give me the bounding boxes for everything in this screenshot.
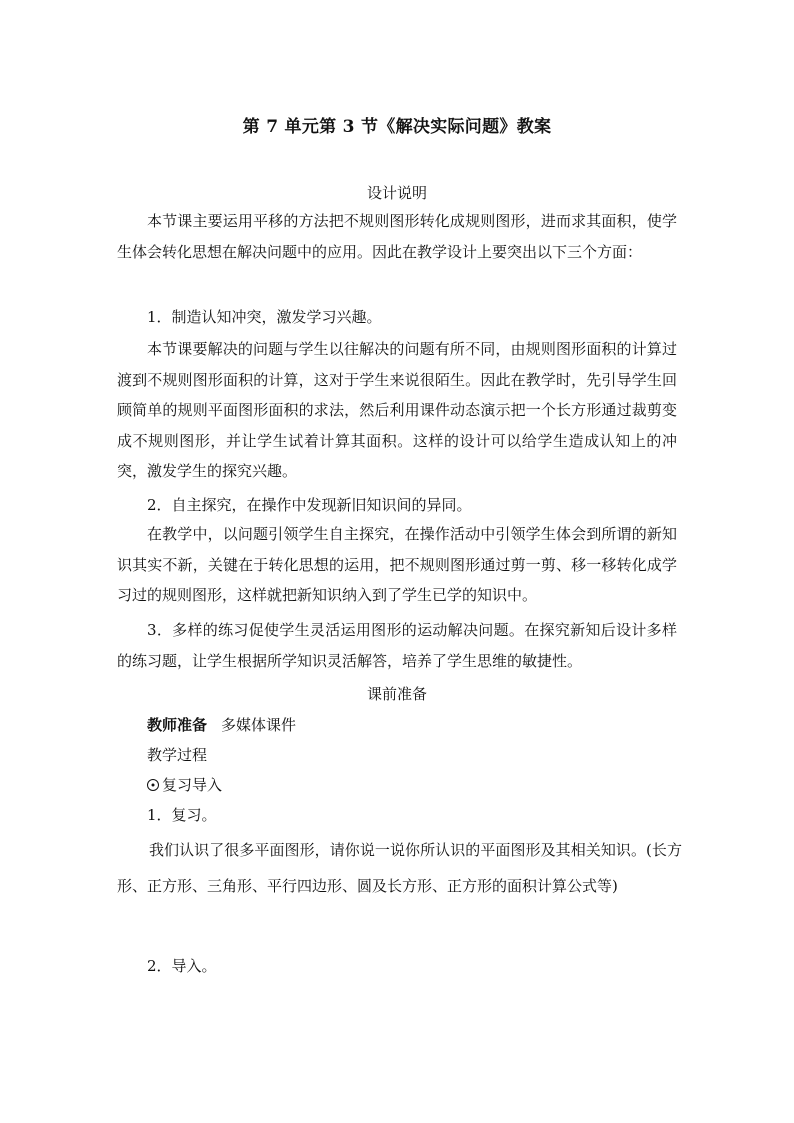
point-1-title: 1．制造认知冲突，激发学习兴趣。 [147, 308, 382, 326]
review-section-title: 复习导入 [162, 776, 223, 794]
teacher-prep-line [147, 714, 296, 736]
point-2-title: 2．自主探究，在操作中发现新旧知识间的异同。 [147, 496, 472, 514]
review-paragraph: 我们认识了很多平面图形，请你说一说你所认识的平面图形及其相关知识。(长方形、正方形、三角形、平行四边形、圆及长方形、正方形的面积计算公式等) [117, 841, 682, 895]
review-item: 1．复习。 [147, 806, 217, 824]
point-3-paragraph: 3．多样的练习促使学生灵活运用图形的运动解决问题。在探究新知后设计多样的练习题，让学生根据所学知识灵活解答，培养了学生思维的敏捷性。 [117, 621, 677, 670]
prep-heading: 课前准备 [366, 685, 427, 703]
document-title: 第 7 单元第 3 节《解决实际问题》教案 [242, 117, 552, 137]
point-1-paragraph: 本节课要解决的问题与学生以往解决的问题有所不同，由规则图形面积的计算过渡到不规则图形面积的计算，这对于学生来说很陌生。因此在教学时，先引导学生回顾简单的规则平面图形面积的求法，然后利用课件动态演示把一个长方形通过裁剪变成不规则图形，并让学生试着计算其面积。这样的设计可以给学生造成认知上的冲突，激发学生的探究兴趣。 [117, 340, 677, 480]
teacher-prep-label: 教师准备 [147, 716, 208, 734]
review-section-line [147, 774, 222, 796]
circled-dot-icon [147, 779, 159, 791]
intro-item: 2．导入。 [147, 957, 217, 975]
intro-paragraph: 本节课主要运用平移的方法把不规则图形转化成规则图形，进而求其面积，使学生体会转化思想在解决问题中的应用。因此在教学设计上要突出以下三个方面： [117, 212, 677, 261]
process-heading: 教学过程 [147, 746, 208, 764]
point-2-paragraph: 在教学中，以问题引领学生自主探究，在操作活动中引领学生体会到所谓的新知识其实不新，关键在于转化思想的运用，把不规则图形通过剪一剪、移一移转化成学习过的规则图形，这样就把新知识纳入到了学生已学的知识中。 [117, 525, 677, 604]
teacher-prep-value: 多媒体课件 [221, 716, 297, 734]
design-heading: 设计说明 [366, 184, 427, 202]
